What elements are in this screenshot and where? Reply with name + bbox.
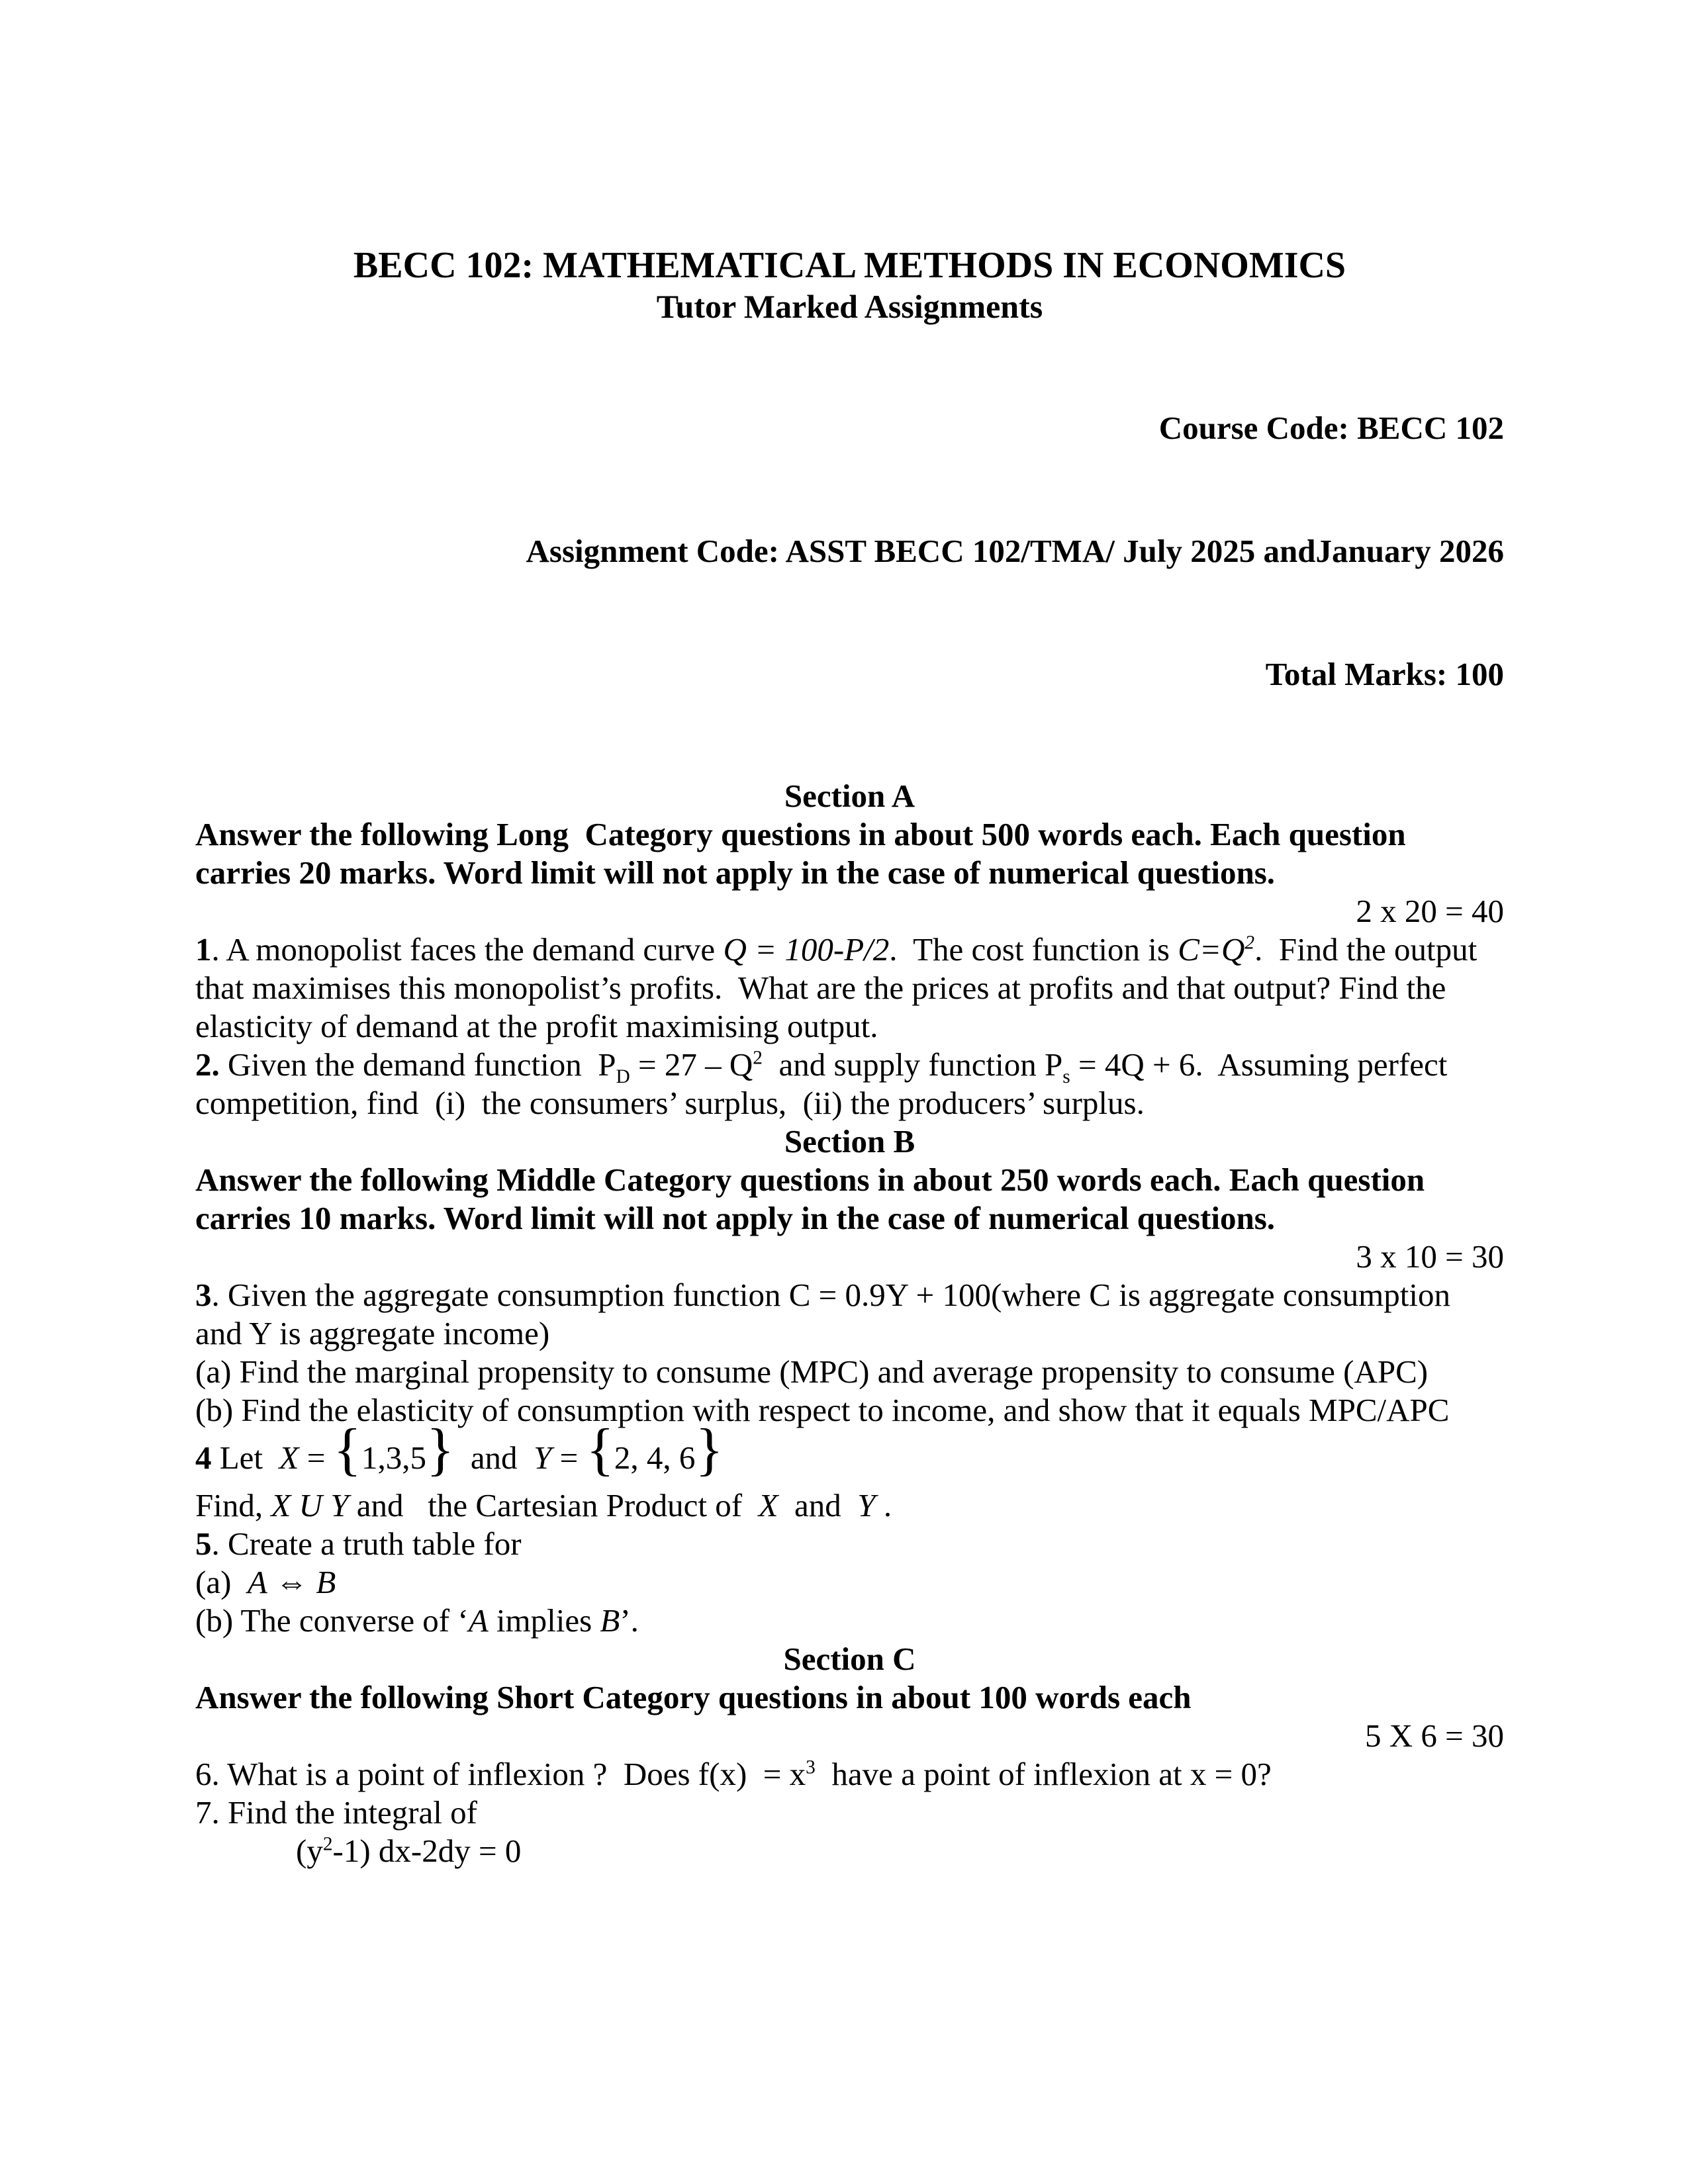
header-meta bbox=[195, 326, 1504, 777]
close-brace: } bbox=[695, 1417, 724, 1482]
question-4-equals: = bbox=[299, 1439, 334, 1476]
question-2-exponent: 2 bbox=[753, 1047, 763, 1069]
question-5b-var-B: B bbox=[600, 1602, 620, 1639]
section-c-instruction: Answer the following Short Category questions in about 100 words each bbox=[195, 1679, 1192, 1715]
section-c-marks: 5 X 6 = 30 bbox=[1364, 1717, 1504, 1754]
question-6-number: 6. bbox=[195, 1756, 220, 1792]
question-5b-text: (b) The converse of ‘ bbox=[195, 1602, 469, 1639]
question-1 bbox=[195, 931, 1504, 1046]
question-2-subscript-D: D bbox=[616, 1066, 630, 1087]
question-3-text: . Given the aggregate consumption function C = 0.9Y + 100(where C is aggregate consumption and Y is aggregate income) bbox=[195, 1277, 1459, 1351]
question-3-number: 3 bbox=[195, 1277, 212, 1313]
question-4-text: Let bbox=[211, 1439, 279, 1476]
section-b-instruction: Answer the following Middle Category questions in about 250 words each. Each question carries 10 marks. Word limit will not apply in the case of numerical questions. bbox=[195, 1161, 1433, 1236]
question-2-text: = 27 – Q bbox=[630, 1046, 753, 1083]
question-5a-var-B: B bbox=[316, 1564, 336, 1600]
question-3b: (b) Find the elasticity of consumption with respect to income, and show that it equals MPC/APC bbox=[195, 1392, 1450, 1428]
section-a-marks: 2 x 20 = 40 bbox=[1356, 893, 1504, 929]
page-subtitle: Tutor Marked Assignments bbox=[656, 288, 1043, 325]
question-4-union: X U Y bbox=[271, 1487, 349, 1524]
question-4-set-y-elements: 2, 4, 6 bbox=[614, 1439, 696, 1476]
question-2-subscript-s: s bbox=[1062, 1066, 1070, 1087]
question-6-text: have a point of inflexion at x = 0? bbox=[815, 1756, 1272, 1792]
question-2-text: Given the demand function P bbox=[219, 1046, 616, 1083]
question-5a-label: (a) bbox=[195, 1564, 248, 1600]
double-arrow-symbol: ⇔ bbox=[267, 1564, 316, 1600]
question-4-find-text: and the Cartesian Product of bbox=[348, 1487, 759, 1524]
question-4-find-text: Find, bbox=[195, 1487, 271, 1524]
question-5a bbox=[195, 1563, 1504, 1602]
question-4 bbox=[195, 1417, 1504, 1486]
question-7-number: 7. bbox=[195, 1794, 220, 1831]
question-4-set-y-name: Y bbox=[534, 1439, 552, 1476]
question-1-formula-cost: C=Q bbox=[1178, 931, 1245, 968]
question-2-text: = 4Q + 6. Assuming perfect competition, find (i) the consumers’ surplus, (ii) the producers’ surplus. bbox=[195, 1046, 1456, 1121]
question-6-exponent: 3 bbox=[806, 1756, 816, 1778]
open-brace: { bbox=[333, 1417, 361, 1482]
question-1-text: . The cost function is bbox=[889, 931, 1178, 968]
question-1-number: 1 bbox=[195, 931, 212, 968]
close-brace: } bbox=[426, 1417, 455, 1482]
question-5a-var-A: A bbox=[247, 1564, 267, 1600]
question-3 bbox=[195, 1276, 1504, 1353]
question-7-equation bbox=[195, 1832, 1504, 1870]
question-7 bbox=[195, 1794, 1504, 1832]
question-2-number: 2. bbox=[195, 1046, 220, 1083]
question-5-text: . Create a truth table for bbox=[211, 1525, 522, 1562]
total-marks: Total Marks: 100 bbox=[1265, 656, 1504, 692]
question-4-find bbox=[195, 1486, 1504, 1525]
question-1-formula-demand: Q = 100-P/2 bbox=[723, 931, 890, 968]
course-code: Course Code: BECC 102 bbox=[1158, 410, 1504, 446]
question-7-exponent: 2 bbox=[322, 1833, 333, 1855]
section-b-marks: 3 x 10 = 30 bbox=[1356, 1238, 1504, 1275]
question-4-var-x: X bbox=[758, 1487, 778, 1524]
section-b-heading: Section B bbox=[784, 1123, 915, 1160]
question-5b-text: ’. bbox=[620, 1602, 639, 1639]
question-4-equals: = bbox=[551, 1439, 586, 1476]
question-7-equation-text: -1) dx-2dy = 0 bbox=[332, 1833, 522, 1869]
question-1-exponent: 2 bbox=[1244, 932, 1255, 954]
assignment-code: Assignment Code: ASST BECC 102/TMA/ July 2025 andJanuary 2026 bbox=[526, 533, 1504, 569]
question-5b-var-A: A bbox=[468, 1602, 489, 1639]
question-7-equation-text: (y bbox=[296, 1833, 323, 1869]
question-4-find-text: . bbox=[875, 1487, 892, 1524]
question-4-find-text: and bbox=[778, 1487, 858, 1524]
question-6 bbox=[195, 1755, 1504, 1794]
question-4-var-y: Y bbox=[857, 1487, 876, 1524]
section-a-instruction: Answer the following Long Category questions in about 500 words each. Each question carries 20 marks. Word limit will not apply in the case of numerical questions. bbox=[195, 816, 1414, 891]
question-1-text: . Find the output that maximises this monopolist’s profits. What are the prices at profits and that output? Find the elasticity of demand at the profit maximising output. bbox=[195, 931, 1485, 1044]
question-2-text: and supply function P bbox=[763, 1046, 1063, 1083]
page-title: BECC 102: MATHEMATICAL METHODS IN ECONOMICS bbox=[353, 245, 1346, 286]
section-a-heading: Section A bbox=[784, 778, 915, 814]
question-7-text: Find the integral of bbox=[219, 1794, 477, 1831]
question-5-number: 5 bbox=[195, 1525, 212, 1562]
question-4-number: 4 bbox=[195, 1439, 212, 1476]
question-4-set-x-name: X bbox=[279, 1439, 299, 1476]
open-brace: { bbox=[586, 1417, 614, 1482]
question-4-set-x-elements: 1,3,5 bbox=[361, 1439, 426, 1476]
question-5b-text: implies bbox=[488, 1602, 600, 1639]
question-2 bbox=[195, 1046, 1504, 1122]
question-4-text: and bbox=[454, 1439, 534, 1476]
question-5b bbox=[195, 1602, 1504, 1640]
question-5 bbox=[195, 1525, 1504, 1563]
question-6-text: What is a point of inflexion ? Does f(x) = x bbox=[219, 1756, 806, 1792]
question-1-text: . A monopolist faces the demand curve bbox=[211, 931, 724, 968]
question-3a: (a) Find the marginal propensity to consume (MPC) and average propensity to consume (APC) bbox=[195, 1353, 1429, 1390]
section-c-heading: Section C bbox=[783, 1641, 916, 1677]
